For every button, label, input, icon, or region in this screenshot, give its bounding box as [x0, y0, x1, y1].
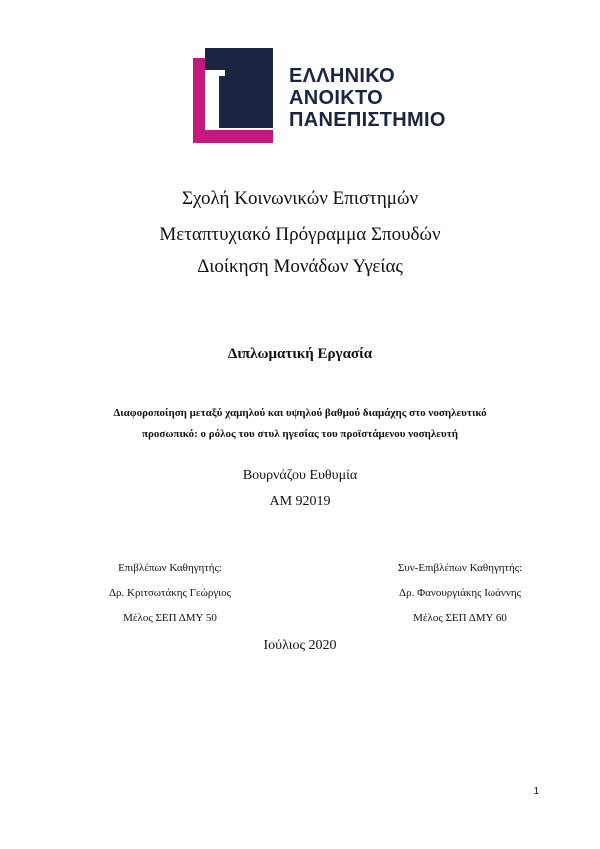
logo-line-1: ΕΛΛΗΝΙΚΟ [289, 65, 395, 87]
secondary-supervisor-name: Δρ. Φανουργιάκης Ιωάννης [399, 587, 521, 599]
thesis-title-line-2: προσωπικό: ο ρόλος του στυλ ηγεσίας του προϊστάμενου νοσηλευτή [141, 428, 459, 440]
logo-line-2: ΑΝΟΙΚΤΟ [289, 87, 383, 109]
page-number: 1 [533, 786, 539, 797]
thesis-title-line-1: Διαφοροποίηση μεταξύ χαμηλού και υψηλού βαθμού διαμάχης στο νοσηλευτικό [113, 407, 487, 419]
document-type: Διπλωματική Εργασία [227, 346, 373, 362]
secondary-supervisor [340, 556, 580, 631]
submission-date: Ιούλιος 2020 [263, 638, 337, 653]
primary-supervisor-position: Μέλος ΣΕΠ ΔΜΥ 50 [123, 612, 217, 624]
secondary-supervisor-position: Μέλος ΣΕΠ ΔΜΥ 60 [413, 612, 507, 624]
primary-supervisor-name: Δρ. Κριτσωτάκης Γεώργιος [108, 587, 231, 599]
school-name: Σχολή Κοινωνικών Επιστημών [181, 188, 419, 209]
primary-supervisor [50, 556, 290, 631]
university-logo-mark-icon [193, 48, 273, 143]
primary-supervisor-role: Επιβλέπων Καθηγητής: [118, 562, 222, 574]
program-name: Μεταπτυχιακό Πρόγραμμα Σπουδών [159, 224, 441, 245]
thesis-title [40, 403, 560, 445]
author-name: Βουρνάζου Ευθυμία [242, 468, 358, 483]
university-logo [193, 48, 453, 144]
specialization-name: Διοίκηση Μονάδων Υγείας [197, 256, 403, 277]
secondary-supervisor-role: Συν-Επιβλέπων Καθηγητής: [397, 562, 523, 574]
student-id: ΑΜ 92019 [269, 494, 331, 509]
university-logo-text [289, 65, 446, 131]
logo-line-3: ΠΑΝΕΠΙΣΤΗΜΙΟ [289, 109, 446, 131]
